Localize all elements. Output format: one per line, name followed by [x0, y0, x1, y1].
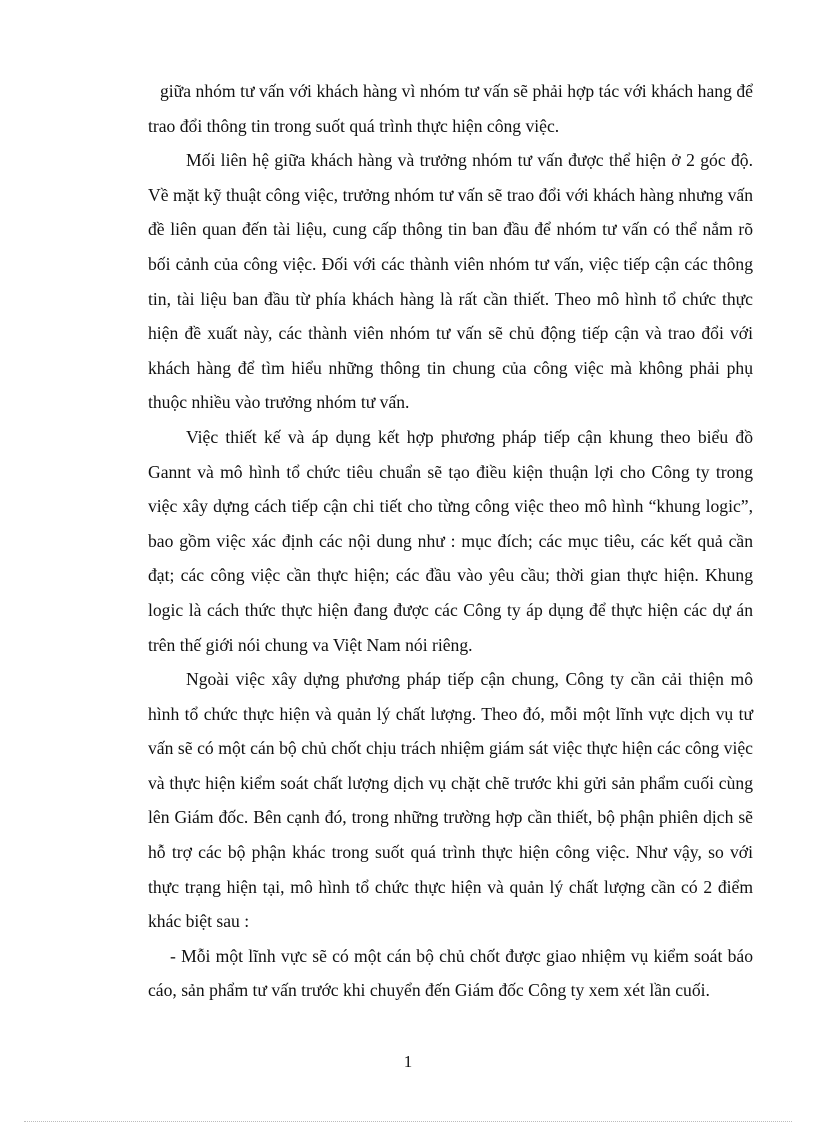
document-body [148, 74, 753, 1008]
page-bottom-divider [24, 1121, 792, 1122]
paragraph-quality-management: Ngoài việc xây dựng phương pháp tiếp cận chung, Công ty cần cải thiện mô hình tổ chức thực hiện và quản lý chất lượng. Theo đó, mỗi một lĩnh vực dịch vụ tư vấn sẽ có một cán bộ chủ chốt chịu trách nhiệm giám sát việc thực hiện các công việc và thực hiện kiểm soát chất lượng dịch vụ chặt chẽ trước khi gửi sản phẩm cuối cùng lên Giám đốc. Bên cạnh đó, trong những trường hợp cần thiết, bộ phận phiên dịch sẽ hỗ trợ các bộ phận khác trong suốt quá trình thực hiện công việc. Như vậy, so với thực trạng hiện tại, mô hình tổ chức thực hiện và quản lý chất lượng cần có 2 điểm khác biệt sau : [148, 669, 753, 932]
page-number: 1 [403, 1052, 413, 1071]
paragraph-logical-framework: Việc thiết kế và áp dụng kết hợp phương pháp tiếp cận khung theo biểu đồ Gannt và mô hình tổ chức tiêu chuẩn sẽ tạo điều kiện thuận lợi cho Công ty trong việc xây dựng cách tiếp cận chi tiết cho từng công việc theo mô hình “khung logic”, bao gồm việc xác định các nội dung như : mục đích; các mục tiêu, các kết quả cần đạt; các công việc cần thực hiện; các đầu vào yêu cầu; thời gian thực hiện. Khung logic là cách thức thực hiện đang được các Công ty áp dụng để thực hiện các dự án trên thế giới nói chung va Việt Nam nói riêng. [148, 426, 753, 655]
paragraph-continuation: giữa nhóm tư vấn với khách hàng vì nhóm tư vấn sẽ phải hợp tác với khách hang để trao đổi thông tin trong suốt quá trình thực hiện công việc. [148, 81, 753, 136]
paragraph-client-relations: Mối liên hệ giữa khách hàng và trưởng nhóm tư vấn được thể hiện ở 2 góc độ. Về mặt kỹ thuật công việc, trưởng nhóm tư vấn sẽ trao đổi với khách hàng nhưng vấn đề liên quan đến tài liệu, cung cấp thông tin ban đầu để nhóm tư vấn có thể nắm rõ bối cảnh của công việc. Đối với các thành viên nhóm tư vấn, việc tiếp cận các thông tin, tài liệu ban đầu từ phía khách hàng là rất cần thiết. Theo mô hình tổ chức thực hiện đề xuất này, các thành viên nhóm tư vấn sẽ chủ động tiếp cận và trao đổi với khách hàng để tìm hiểu những thông tin chung của công việc mà không phải phụ thuộc nhiều vào trưởng nhóm tư vấn. [148, 150, 753, 413]
bullet-item-key-staff: - Mỗi một lĩnh vực sẽ có một cán bộ chủ chốt được giao nhiệm vụ kiểm soát báo cáo, sản phẩm tư vấn trước khi chuyển đến Giám đốc Công ty xem xét lần cuối. [148, 945, 753, 1001]
